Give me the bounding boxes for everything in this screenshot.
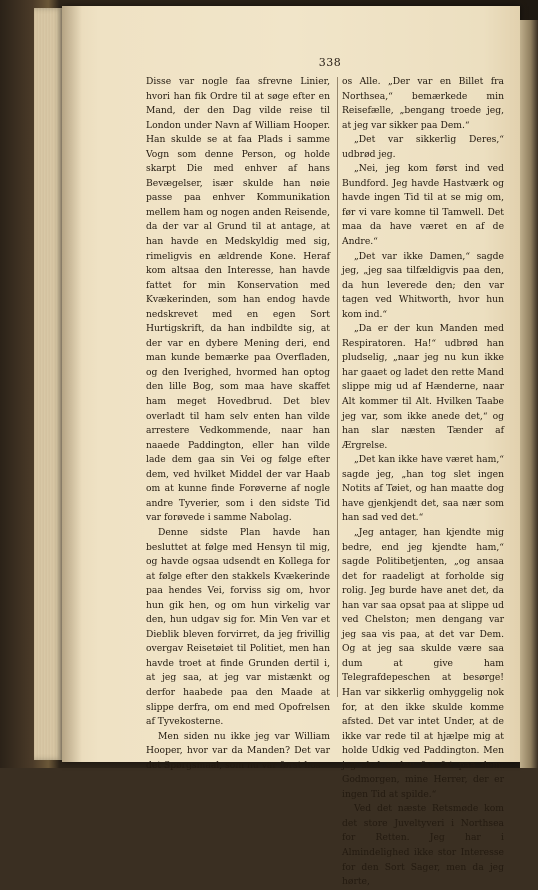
paragraph: Men siden nu ikke jeg var William Hooper, hvor var da Manden? Det var det Spørgsmaal, som nu var først hos (146, 730, 330, 771)
paragraph: Ved det næste Retsmøde kom det store Juveltyveri i Northsea for Retten. Jeg har i Almindelighed ikke stor Interesse for den Sort Sager, men da jeg hørte, (342, 803, 504, 888)
paragraph: „Det var ikke Damen,“ sagde jeg, „jeg saa tilfældigvis paa den, da hun leverede den; den var tagen ved Whitworth, hvor hun kom ind.“ (342, 250, 504, 320)
column-divider (337, 77, 338, 697)
left-column (146, 75, 330, 773)
right-column (342, 75, 504, 890)
gutter-shadow (62, 6, 82, 762)
paragraph: „Jeg antager, han kjendte mig bedre, end jeg kjendte ham,“ sagde Politibetjenten, „og ansaa det for raadeligt at forholde sig rolig. Jeg burde have anet det, da han var saa opsat paa at slippe ud ved Chelston; men dengang var jeg saa vis paa, at det var Dem. Og at jeg saa skulde være saa dum at give ham Telegrafdepeschen at besørge! Han var sikkerlig omhyggelig nok for, at den ikke skulde komme afsted. Det var intet Under, at de ikke var rede til at hjælpe mig at holde Udkig ved Paddington. Men jeg skal endnu faa fat paa dem. Godmorgen, mine Herrer, der er ingen Tid at spilde.“ (342, 526, 504, 800)
paragraph: os Alle. „Der var en Billet fra Northsea,“ bemærkede min Reisefælle, „bengang troede jeg, at jeg var sikker paa Dem.“ (342, 76, 504, 131)
page-number: 338 (318, 56, 342, 69)
paragraph: „Det var sikkerlig Deres,“ udbrød jeg. (342, 134, 504, 160)
paragraph: „Nei, jeg kom først ind ved Bundford. Jeg havde Hastværk og havde ingen Tid til at se mig om, før vi vare komne til Tamwell. Det maa da have været en af de Andre.“ (342, 163, 504, 248)
paragraph: Disse var nogle faa sfrevne Linier, hvori han fik Ordre til at søge efter en Mand, der den Dag vilde reise til London under Navn af William Hooper. Han skulde se at faa Plads i samme Vogn som denne Person, og holde skarpt Die med enhver af hans Bevægelser, især skulde han nøie passe paa enhver Kommunikation mellem ham og nogen anden Reisende, da der var al Grund til at antage, at han havde en Medskyldig med sig, rimeligvis en ældrende Kone. Heraf kom altsaa den Interesse, han havde fattet for min Konservation med Kvækerinden, som han endog havde nedskrevet med en egen Sort Hurtigskrift, da han indbildte sig, at der var en dybere Mening deri, end man kunde bemærke paa Overfladen, og den Iverighed, hvormed han optog den lille Bog, som maa have skaffet ham meget Hovedbrud. Det blev overladt til ham selv enten han vilde arrestere Vedkommende, naar han naaede Paddington, eller han vilde lade dem gaa sin Vei og følge efter dem, ved hvilket Middel der var Haab om at kunne finde Forøverne af nogle andre Tyverier, som i den sidste Tid var forøvede i samme Nabolag. (146, 76, 330, 524)
right-page-edge (520, 20, 538, 768)
paragraph: „Da er der kun Manden med Respiratoren. Ha!“ udbrød han pludselig, „naar jeg nu kun ikke har gaaet og ladet den rette Mand slippe mig ud af Hænderne, naar Alt kommer til Alt. Hvilken Taabe jeg var, som ikke anede det,“ og han slar næsten Tænder af Ærgrelse. (342, 323, 504, 451)
paragraph: „Det kan ikke have været ham,“ sagde jeg, „han tog slet ingen Notits af Tøiet, og han maatte dog have gjenkjendt det, saa nær som han sad ved det.“ (342, 454, 504, 524)
paragraph: Denne sidste Plan havde han besluttet at følge med Hensyn til mig, og havde ogsaa udsendt en Kollega for at følge efter den stakkels Kvækerinde paa hendes Vei, forviss sig om, hvor hun gik hen, og om hun virkelig var den, hun udgav sig for. Min Ven var et Dieblik bleven forvirret, da jeg frivillig overgav Reisetøiet til Politiet, men han havde troet at finde Grunden dertil i, at jeg saa, at jeg var mistænkt og derfor haabede paa den Maade at slippe derfra, om end med Opofrelsen af Tyvekosterne. (146, 526, 330, 728)
page-edges (34, 8, 64, 760)
